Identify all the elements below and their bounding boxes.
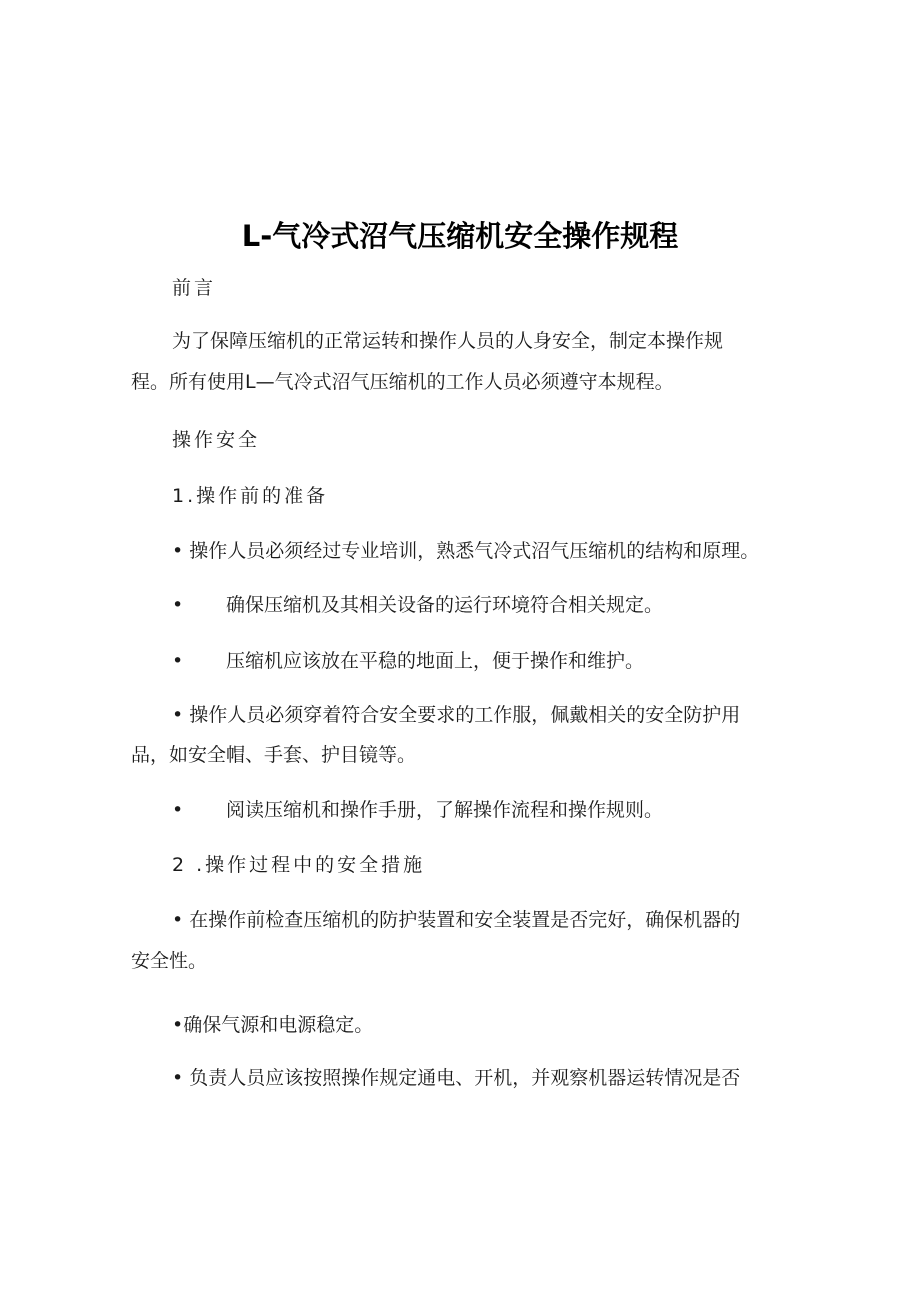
- list-item: • 负责人员应该按照操作规定通电、开机，并观察机器运转情况是否: [172, 1067, 741, 1089]
- preface-paragraph-line-2: 程。所有使用L—气冷式沼气压缩机的工作人员必须遵守本规程。: [131, 371, 674, 393]
- bullet-marker: •: [172, 594, 184, 616]
- bullet-marker: •: [172, 799, 184, 821]
- list-item: • 操作人员必须穿着符合安全要求的工作服，佩戴相关的安全防护用: [172, 704, 741, 726]
- list-item: 阅读压缩机和操作手册，了解操作流程和操作规则。: [226, 799, 664, 821]
- list-item: • 操作人员必须经过专业培训，熟悉气冷式沼气压缩机的结构和原理。: [172, 540, 760, 562]
- list-item-continuation: 安全性。: [131, 950, 208, 972]
- preface-paragraph-line-1: 为了保障压缩机的正常运转和操作人员的人身安全，制定本操作规: [172, 330, 724, 352]
- preface-heading: 前言: [172, 277, 217, 299]
- bullet-marker: •: [172, 650, 184, 672]
- subsection-heading-preparation: 1.操作前的准备: [172, 485, 329, 507]
- list-item: 压缩机应该放在平稳的地面上，便于操作和维护。: [226, 650, 645, 672]
- section-heading-operation-safety: 操作安全: [172, 429, 261, 451]
- document-title: L-气冷式沼气压缩机安全操作规程: [241, 219, 679, 253]
- list-item: •确保气源和电源稳定。: [172, 1014, 374, 1036]
- list-item: 确保压缩机及其相关设备的运行环境符合相关规定。: [226, 594, 664, 616]
- list-item: • 在操作前检查压缩机的防护装置和安全装置是否完好，确保机器的: [172, 909, 741, 931]
- list-item-continuation: 品，如安全帽、手套、护目镜等。: [131, 744, 417, 766]
- subsection-heading-safety-measures: 2 .操作过程中的安全措施: [172, 854, 426, 876]
